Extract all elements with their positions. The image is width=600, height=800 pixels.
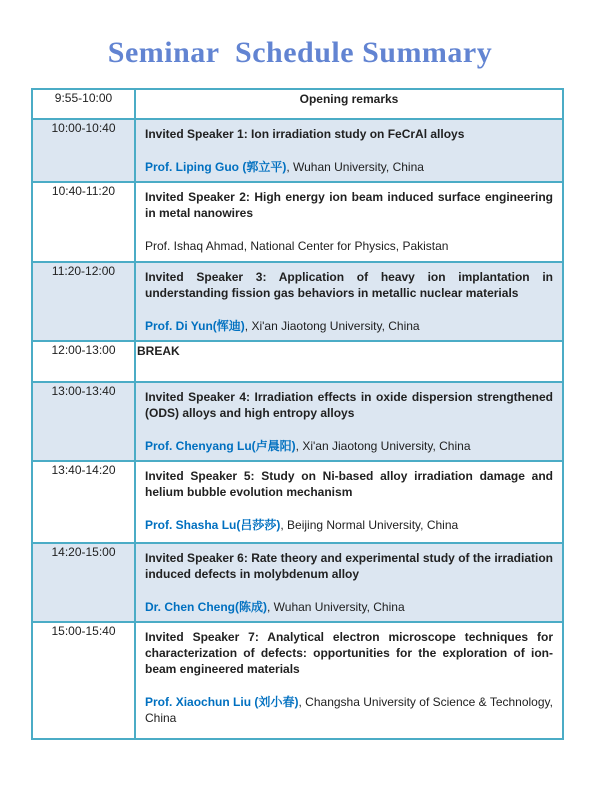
session-title: Invited Speaker 4: Irradiation effects in oxide dispersion strengthened (ODS) alloys and high entropy alloys: [145, 390, 553, 420]
speaker-affiliation: Prof. Ishaq Ahmad, National Center for Physics, Pakistan: [145, 239, 449, 253]
time-cell: 13:00-13:40: [32, 382, 135, 461]
table-row: [32, 89, 563, 119]
table-row: [32, 341, 563, 382]
session-cell: [135, 543, 563, 622]
speaker-affiliation: , Xi'an Jiaotong University, China: [244, 319, 420, 333]
time-cell: 11:20-12:00: [32, 262, 135, 341]
speaker-line: [145, 238, 553, 254]
session-cell: [135, 461, 563, 543]
table-row: [32, 622, 563, 739]
speaker-affiliation: , Changsha University of Science & Technology, China: [145, 695, 553, 725]
table-row: [32, 543, 563, 622]
schedule-table-body: [32, 89, 563, 739]
session-title: Invited Speaker 3: Application of heavy ion implantation in understanding fission gas behaviors in metallic nuclear materials: [145, 270, 553, 300]
table-row: [32, 182, 563, 262]
time-cell: 12:00-13:00: [32, 341, 135, 382]
speaker-name: Prof. Chenyang Lu(卢晨阳): [145, 439, 296, 453]
time-cell: 10:40-11:20: [32, 182, 135, 262]
speaker-line: [145, 599, 553, 615]
speaker-affiliation: , Xi'an Jiaotong University, China: [295, 439, 471, 453]
session-cell: [135, 119, 563, 182]
session-title: Invited Speaker 2: High energy ion beam induced surface engineering in metal nanowires: [145, 190, 553, 220]
session-cell: [135, 262, 563, 341]
table-row: [32, 382, 563, 461]
session-title: Invited Speaker 5: Study on Ni-based alloy irradiation damage and helium bubble evolution mechanism: [145, 469, 553, 499]
speaker-name: Prof. Di Yun(恽迪): [145, 319, 245, 333]
speaker-affiliation: , Beijing Normal University, China: [280, 518, 459, 532]
session-title: Opening remarks: [135, 89, 563, 119]
speaker-line: [145, 517, 553, 533]
speaker-name: Prof. Liping Guo (郭立平): [145, 160, 287, 174]
speaker-name: Prof. Shasha Lu(吕莎莎): [145, 518, 281, 532]
speaker-line: [145, 438, 553, 454]
speaker-name: Prof. Xiaochun Liu (刘小春): [145, 695, 299, 709]
time-cell: 15:00-15:40: [32, 622, 135, 739]
session-title: Invited Speaker 1: Ion irradiation study on FeCrAl alloys: [145, 127, 465, 141]
session-cell: [135, 182, 563, 262]
speaker-line: [145, 318, 553, 334]
time-cell: 13:40-14:20: [32, 461, 135, 543]
speaker-affiliation: , Wuhan University, China: [267, 600, 405, 614]
session-cell: [135, 622, 563, 739]
table-row: [32, 119, 563, 182]
session-cell: [135, 382, 563, 461]
speaker-affiliation: , Wuhan University, China: [286, 160, 424, 174]
speaker-line: [145, 694, 553, 726]
session-title: Invited Speaker 7: Analytical electron microscope techniques for characterization of defects: opportunities for the exploration of ion-beam engineered materials: [145, 630, 553, 676]
table-row: [32, 262, 563, 341]
time-cell: 10:00-10:40: [32, 119, 135, 182]
schedule-table: [31, 88, 564, 740]
page-title: Seminar Schedule Summary: [107, 36, 493, 69]
time-cell: 14:20-15:00: [32, 543, 135, 622]
speaker-line: [145, 159, 553, 175]
time-cell: 9:55-10:00: [32, 89, 135, 119]
table-row: [32, 461, 563, 543]
session-title: Invited Speaker 6: Rate theory and experimental study of the irradiation induced defects in molybdenum alloy: [145, 551, 553, 581]
speaker-name: Dr. Chen Cheng(陈成): [145, 600, 267, 614]
session-title: BREAK: [135, 341, 563, 382]
